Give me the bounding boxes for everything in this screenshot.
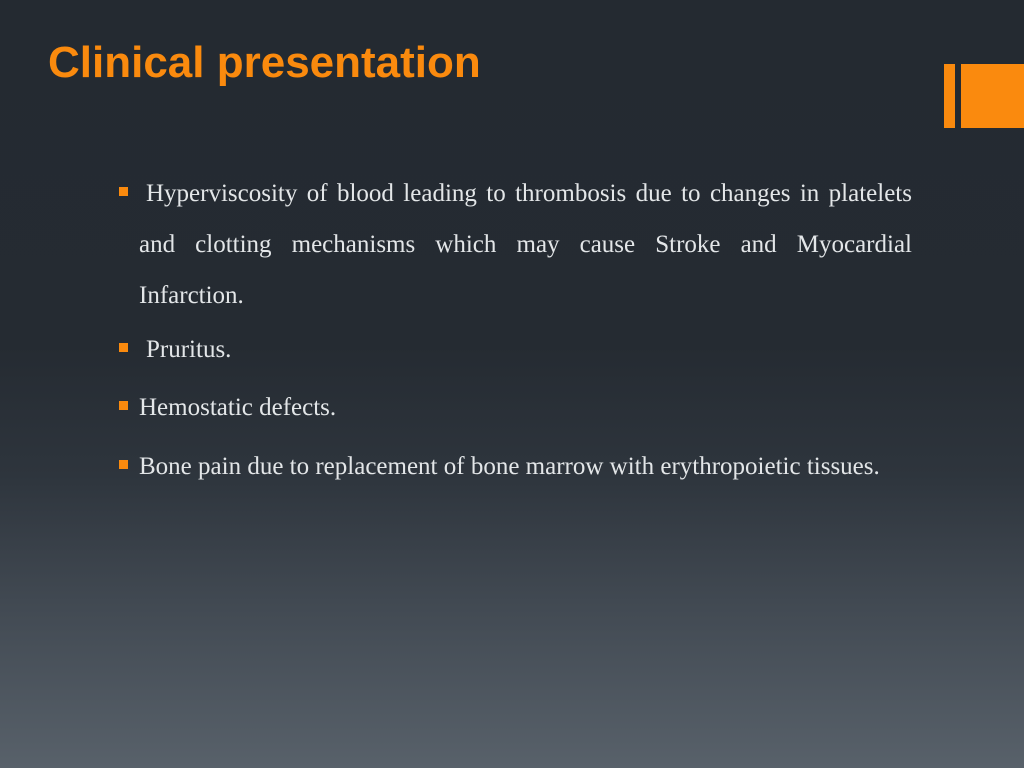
bullet-item-hyperviscosity xyxy=(116,168,912,321)
square-bullet-icon xyxy=(119,401,128,410)
accent-bar-thin xyxy=(944,64,955,128)
bullet-item-hemostatic-defects xyxy=(116,379,912,437)
bullet-text: Hemostatic defects. xyxy=(139,394,337,421)
square-bullet-icon xyxy=(119,460,128,469)
bullet-item-pruritus xyxy=(116,321,912,379)
accent-bar-block xyxy=(961,64,1024,128)
square-bullet-icon xyxy=(119,343,128,352)
slide-title: Clinical presentation xyxy=(48,38,481,87)
bullet-text: Pruritus. xyxy=(146,336,232,363)
bullet-text: Hyperviscosity of blood leading to thrombosis due to changes in platelets and clotting mechanisms which may cause Stroke and Myocardial Infarction. xyxy=(139,180,912,309)
bullet-item-bone-pain xyxy=(116,441,912,492)
bullet-text: Bone pain due to replacement of bone marrow with erythropoietic tissues. xyxy=(139,453,880,480)
square-bullet-icon xyxy=(119,187,128,196)
bullet-list xyxy=(116,168,912,492)
